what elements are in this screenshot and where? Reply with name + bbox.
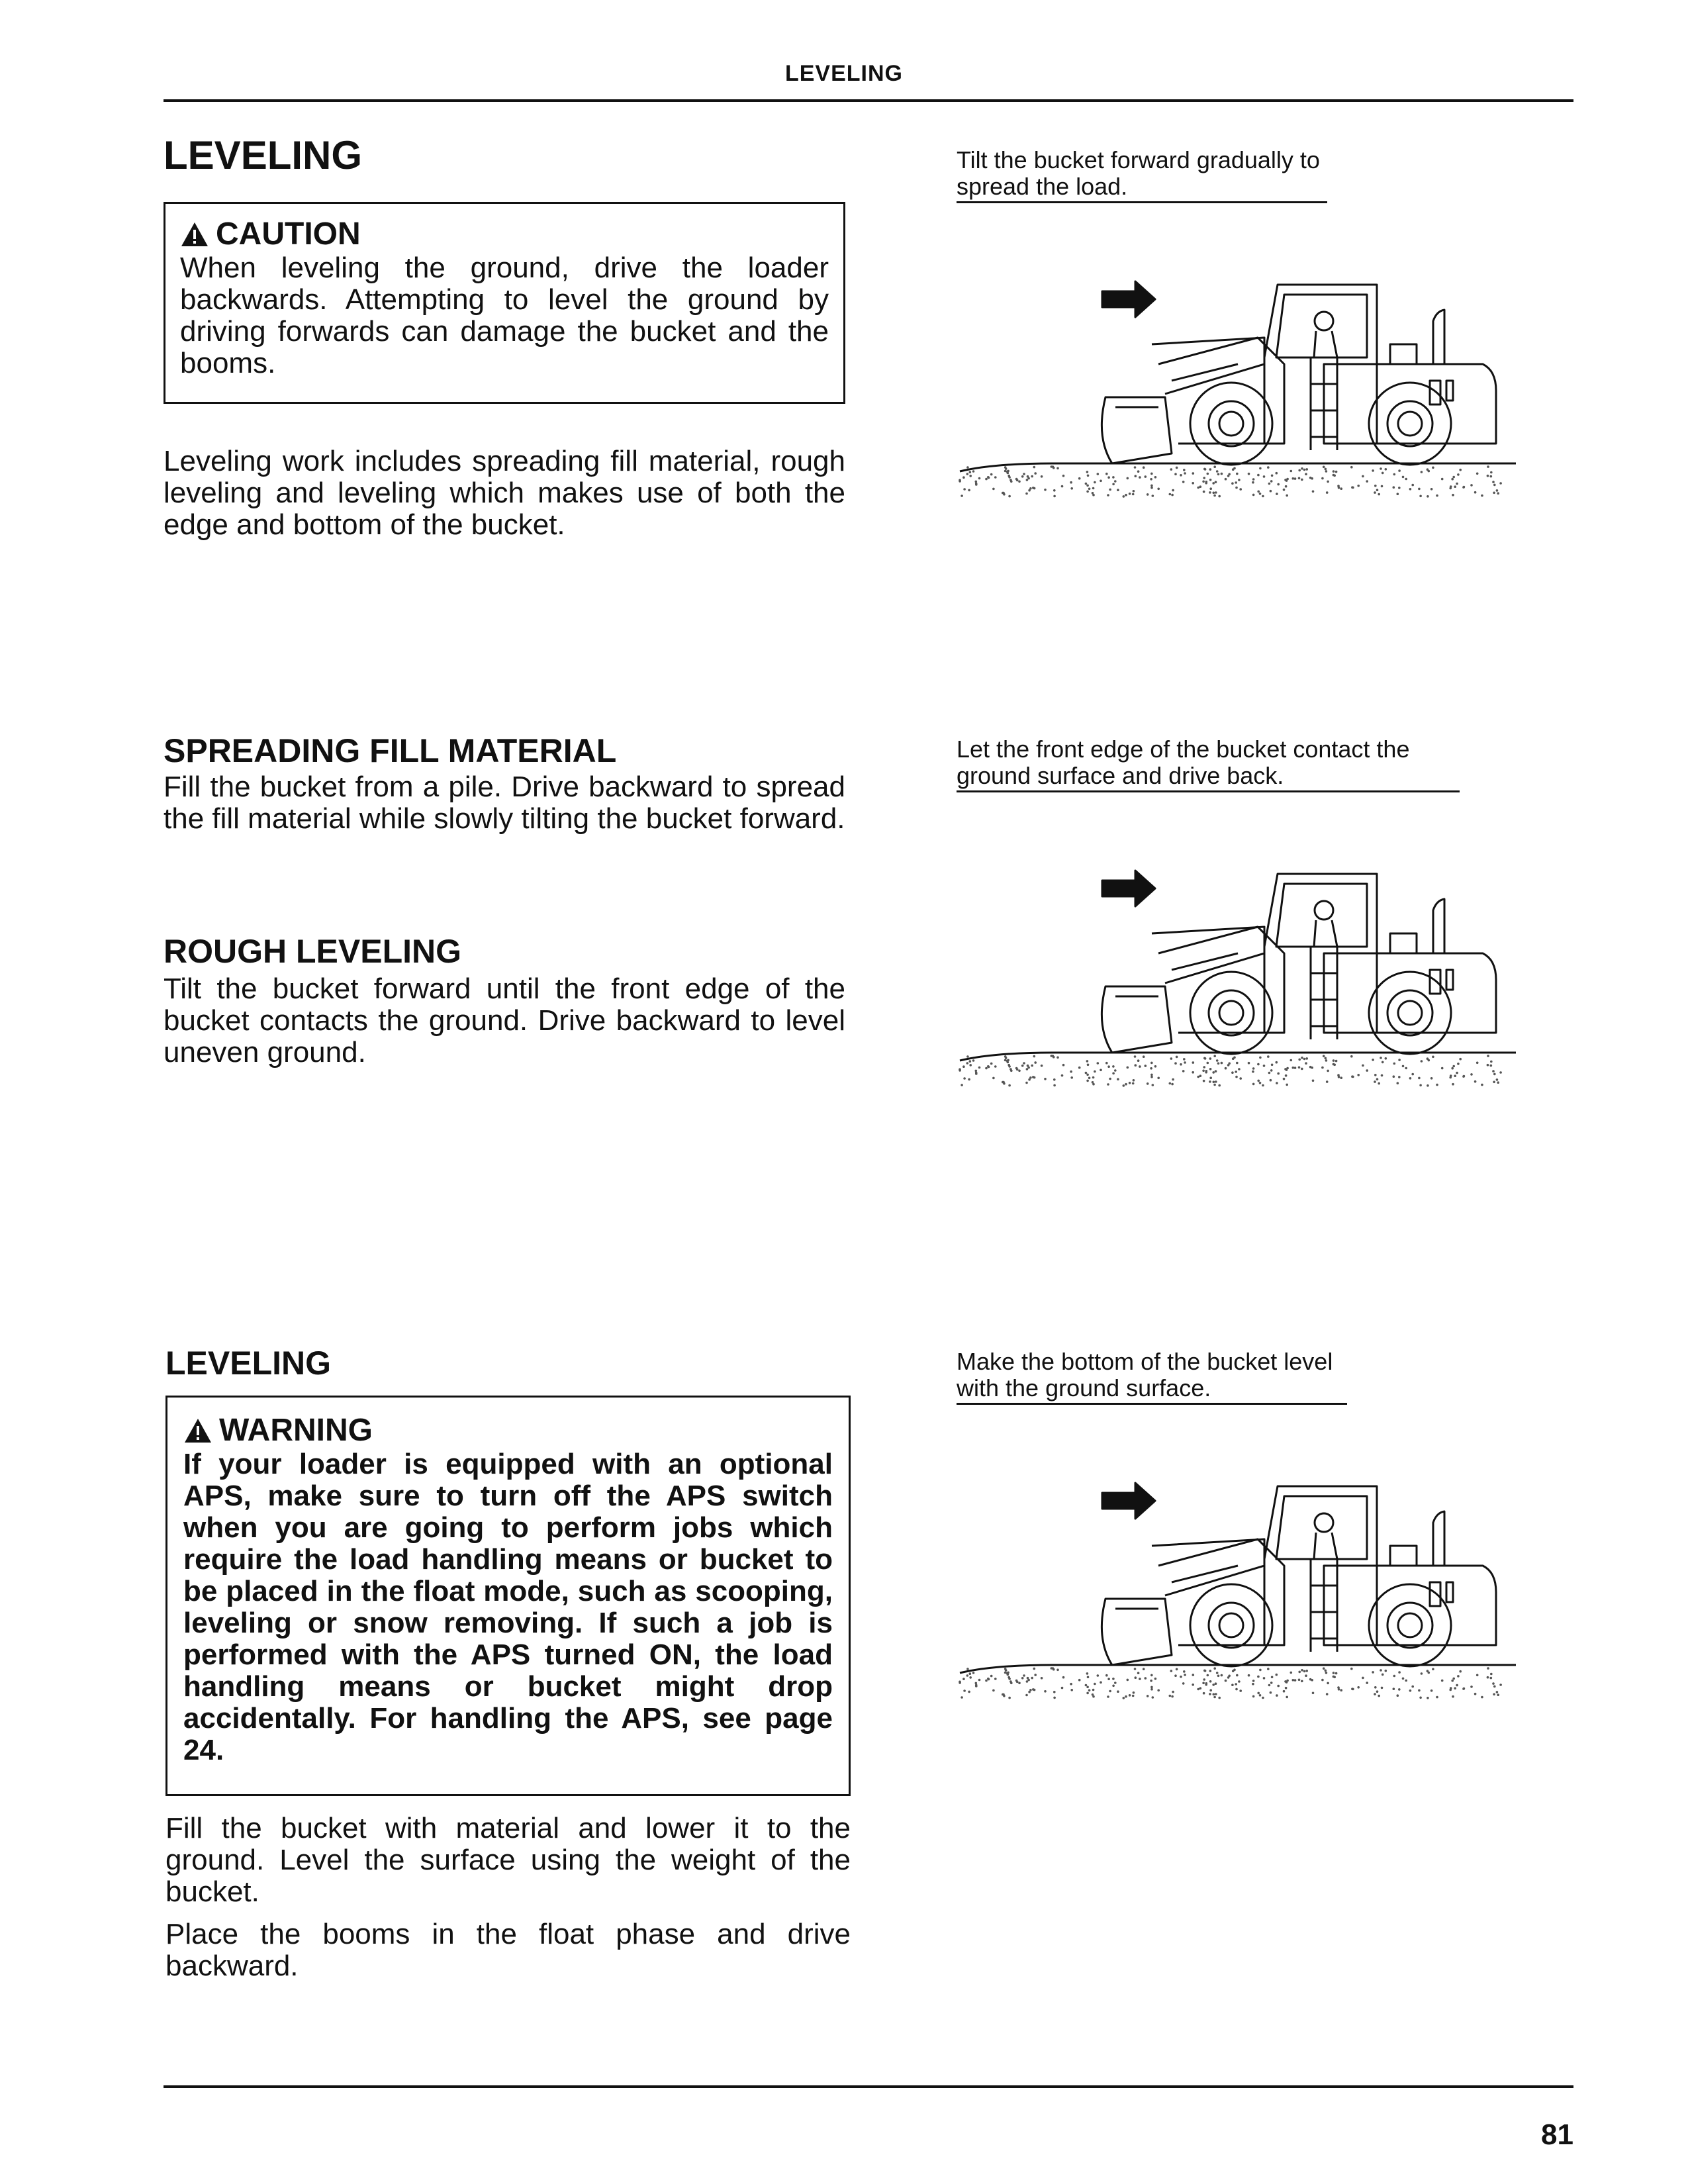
footer-rule <box>164 2085 1573 2088</box>
caution-heading <box>180 216 829 252</box>
warning-label: WARNING <box>219 1413 373 1448</box>
section-title-spreading: SPREADING FILL MATERIAL <box>164 732 617 769</box>
header-rule <box>164 99 1573 102</box>
leveling-paragraph-2: Place the booms in the float phase and drive backward. <box>165 1918 851 1982</box>
running-head: LEVELING <box>784 61 904 86</box>
figure-caption-3: Make the bottom of the bucket level with the ground surface. <box>957 1349 1347 1405</box>
caution-label: CAUTION <box>216 216 361 252</box>
figure-3 <box>953 1466 1523 1715</box>
warning-triangle-icon <box>183 1417 212 1444</box>
figure-caption-1: Tilt the bucket forward gradually to spread the load. <box>957 147 1327 203</box>
wheel-loader-illustration <box>953 1466 1523 1711</box>
warning-text: If your loader is equipped with an optional APS, make sure to turn off the APS switch when you are going to perform jobs which require the load handling means or bucket to be placed in the float mode, such as scooping, leveling or snow removing. If such a job is performed with the APS turned ON, the load handling means or bucket might drop accidentally. For handling the APS, see page 24. <box>183 1448 833 1766</box>
section-title-leveling-2: LEVELING <box>165 1345 332 1382</box>
intro-paragraph: Leveling work includes spreading fill material, rough leveling and leveling which makes use of both the edge and bottom of the bucket. <box>164 445 845 541</box>
caution-box <box>164 202 845 404</box>
wheel-loader-illustration <box>953 854 1523 1099</box>
figure-2 <box>953 854 1523 1102</box>
page-number: 81 <box>1541 2118 1573 2151</box>
warning-heading <box>183 1412 833 1448</box>
leveling-paragraph-1: Fill the bucket with material and lower it to the ground. Level the surface using the weight of the bucket. <box>165 1812 851 1908</box>
warning-triangle-icon <box>180 221 209 248</box>
rough-paragraph: Tilt the bucket forward until the front edge of the bucket contacts the ground. Drive backward to level uneven ground. <box>164 973 845 1068</box>
section-title-leveling: LEVELING <box>164 133 363 177</box>
section-title-rough: ROUGH LEVELING <box>164 933 462 970</box>
figure-caption-2: Let the front edge of the bucket contact the ground surface and drive back. <box>957 736 1460 792</box>
spreading-paragraph: Fill the bucket from a pile. Drive backward to spread the fill material while slowly tilting the bucket forward. <box>164 771 845 835</box>
figure-1 <box>953 265 1523 513</box>
caution-text: When leveling the ground, drive the loader backwards. Attempting to level the ground by driving forwards can damage the bucket and the booms. <box>180 252 829 379</box>
warning-box <box>165 1396 851 1796</box>
wheel-loader-illustration <box>953 265 1523 510</box>
